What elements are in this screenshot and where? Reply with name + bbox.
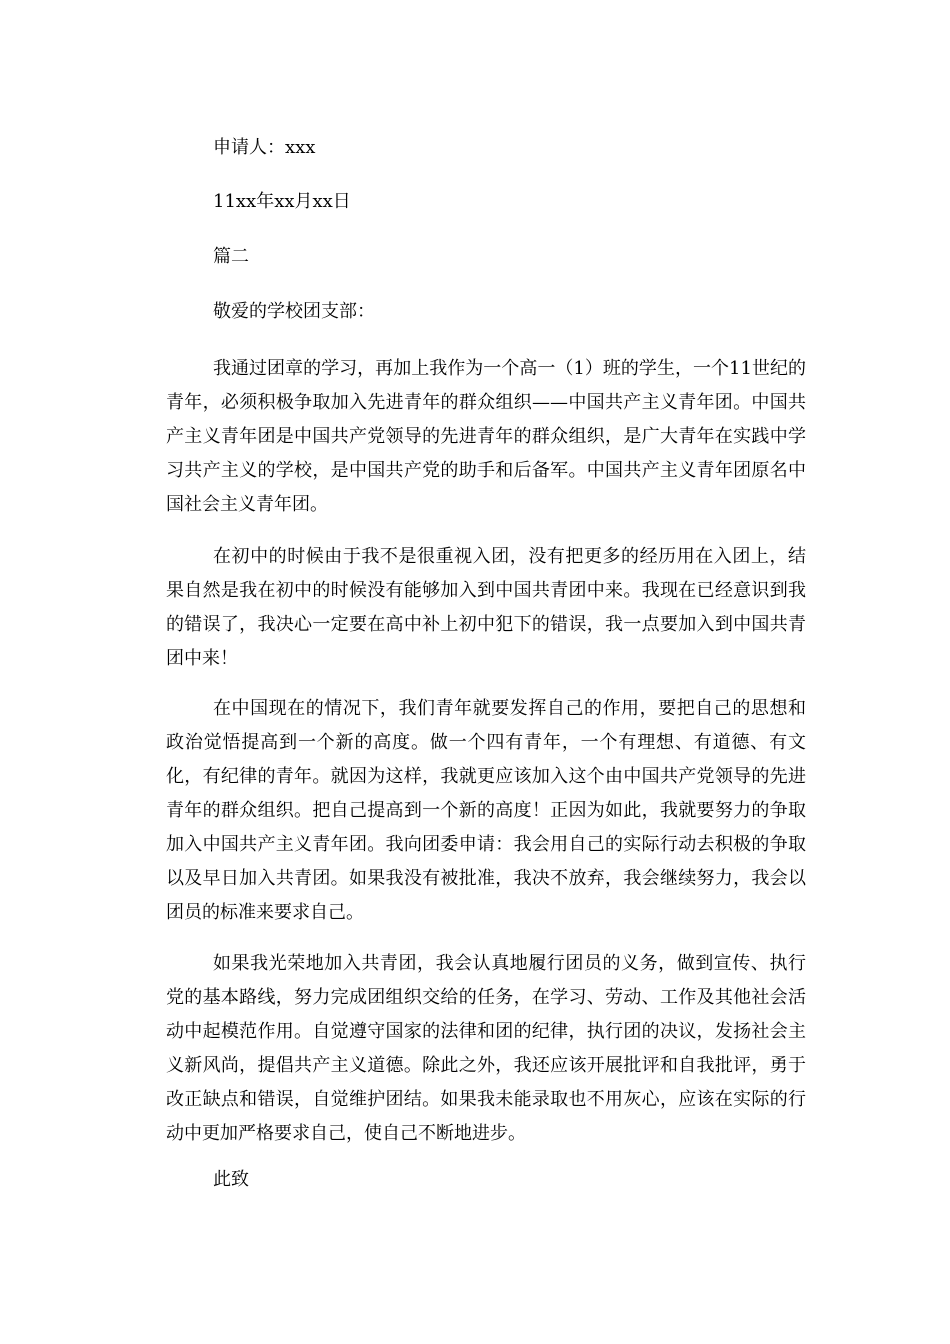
applicant-line: 申请人：xxx: [213, 137, 316, 158]
body-paragraph-3: 在中国现在的情况下，我们青年就要发挥自己的作用，要把自己的思想和政治觉悟提高到一个新的高度。做一个四有青年，一个有理想、有道德、有文化，有纪律的青年。就因为这样，我就更应该加入这个由中国共产党领导的先进青年的群众组织。把自己提高到一个新的高度！正因为如此，我就要努力的争取加入中国共产主义青年团。我向团委申请：我会用自己的实际行动去积极的争取以及早日加入共青团。如果我没有被批准，我决不放弃，我会继续努力，我会以团员的标准来要求自己。: [166, 698, 806, 923]
salutation: 敬爱的学校团支部：: [213, 301, 375, 322]
section-title: 篇二: [213, 246, 249, 267]
body-paragraph-4: 如果我光荣地加入共青团，我会认真地履行团员的义务，做到宣传、执行党的基本路线，努力完成团组织交给的任务，在学习、劳动、工作及其他社会活动中起模范作用。自觉遵守国家的法律和团的纪律，执行团的决议，发扬社会主义新风尚，提倡共产主义道德。除此之外，我还应该开展批评和自我批评，勇于改正缺点和错误，自觉维护团结。如果我未能录取也不用灰心，应该在实际的行动中更加严格要求自己，使自己不断地进步。: [166, 953, 806, 1144]
body-paragraph-2: 在初中的时候由于我不是很重视入团，没有把更多的经历用在入团上，结果自然是我在初中的时候没有能够加入到中国共青团中来。我现在已经意识到我的错误了，我决心一定要在高中补上初中犯下的错误，我一点要加入到中国共青团中来！: [166, 546, 806, 669]
body-paragraph-1: 我通过团章的学习，再加上我作为一个高一（1）班的学生，一个11世纪的青年，必须积极争取加入先进青年的群众组织——中国共产主义青年团。中国共产主义青年团是中国共产党领导的先进青年的群众组织，是广大青年在实践中学习共产主义的学校，是中国共产党的助手和后备军。中国共产主义青年团原名中国社会主义青年团。: [166, 358, 806, 515]
closing: 此致: [213, 1169, 249, 1190]
date-line: 11xx年xx月xx日: [213, 191, 351, 212]
